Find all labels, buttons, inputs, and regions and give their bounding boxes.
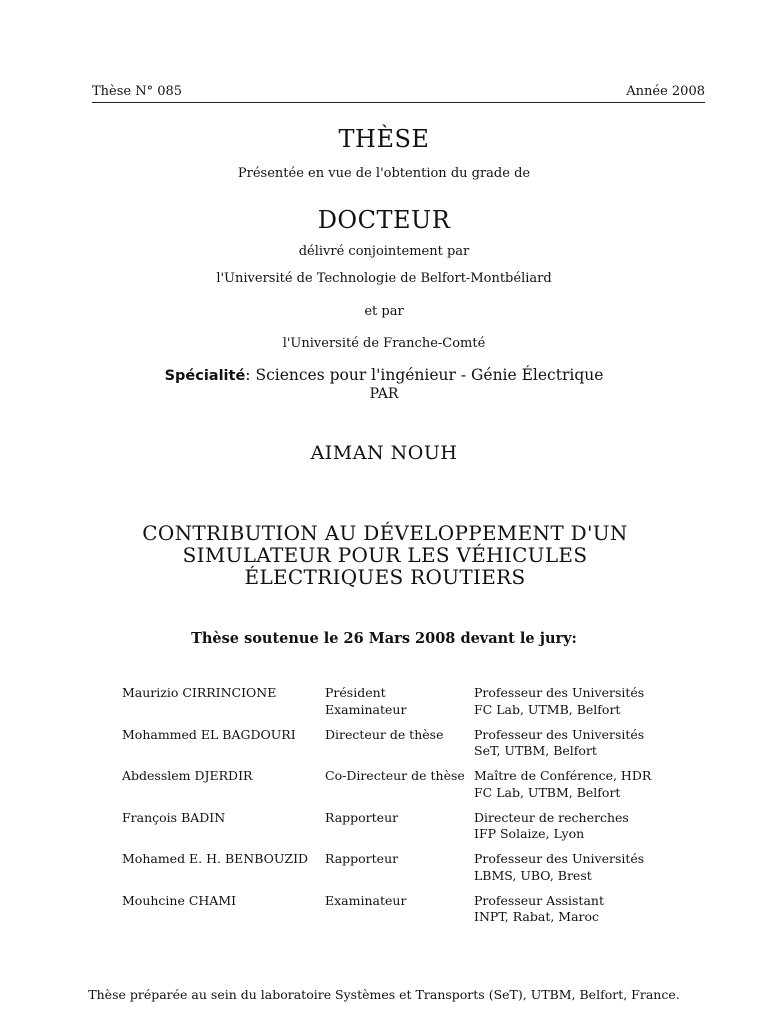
jury-member-name: Mouhcine CHAMI [122, 892, 237, 908]
jury-role-line-1: Examinateur [325, 892, 407, 908]
lab-footer: Thèse préparée au sein du laboratoire Systèmes et Transports (SeT), UTBM, Belfort, France. [88, 987, 680, 1002]
university-franche-comte: l'Université de Franche-Comté [282, 336, 486, 351]
jury-affil-line-2: FC Lab, UTMB, Belfort [474, 701, 621, 717]
thesis-title-line-2: SIMULATEUR POUR LES VÉHICULES [182, 543, 588, 567]
presented-for-text: Présentée en vue de l'obtention du grade de [237, 166, 531, 181]
jury-member-name: Abdesslem DJERDIR [122, 768, 253, 784]
jury-member-role [325, 685, 470, 718]
jury-member-affiliation [474, 810, 674, 843]
jury-role-line-1: Président [325, 685, 386, 700]
jury-member-role [325, 727, 470, 744]
specialty-label: Spécialité [164, 368, 246, 384]
thesis-title-line-3: ÉLECTRIQUES ROUTIERS [244, 565, 526, 589]
jury-role-line-1: Directeur de thèse [325, 726, 444, 742]
jury-affil-line-1: Maître de Conférence, HDR [474, 768, 652, 784]
by-text: PAR [369, 386, 399, 402]
thesis-title [90, 522, 680, 588]
degree-title: DOCTEUR [317, 206, 451, 234]
delivered-jointly-text: délivré conjointement par [298, 244, 470, 259]
jury-affil-line-1: Professeur Assistant [474, 892, 604, 908]
jury-member-affiliation [474, 851, 674, 884]
thesis-title-line-1: CONTRIBUTION AU DÉVELOPPEMENT D'UN [142, 521, 628, 545]
jury-affil-line-1: Professeur des Universités [474, 726, 645, 742]
jury-member-name: François BADIN [122, 809, 226, 825]
jury-member-role [325, 893, 470, 910]
jury-role-line-1: Co-Directeur de thèse [325, 768, 465, 784]
thesis-number: Thèse N° 085 [92, 84, 183, 99]
jury-member-role [325, 851, 470, 868]
defense-statement: Thèse soutenue le 26 Mars 2008 devant le jury: [191, 630, 577, 647]
jury-affil-line-2: INPT, Rabat, Maroc [474, 909, 600, 925]
jury-member-role [325, 810, 470, 827]
university-utbm: l'Université de Technologie de Belfort-Montbéliard [216, 271, 552, 286]
jury-role-line-2: Examinateur [325, 701, 407, 717]
thesis-year: Année 2008 [626, 84, 705, 99]
header-rule [92, 102, 705, 103]
jury-member-name: Maurizio CIRRINCIONE [122, 685, 277, 700]
specialty-value: : Sciences pour l'ingénieur - Génie Électrique [245, 366, 604, 384]
jury-affil-line-2: FC Lab, UTBM, Belfort [474, 784, 621, 800]
jury-affil-line-2: IFP Solaize, Lyon [474, 826, 585, 842]
jury-role-line-1: Rapporteur [325, 851, 399, 867]
jury-member-affiliation [474, 768, 674, 801]
jury-member-affiliation [474, 893, 674, 926]
specialty-line [0, 366, 768, 386]
jury-affil-line-2: LBMS, UBO, Brest [474, 867, 592, 883]
author-name: AIMAN NOUH [310, 442, 458, 464]
jury-member-role [325, 768, 470, 785]
jury-affil-line-2: SeT, UTBM, Belfort [474, 743, 597, 759]
jury-member-name: Mohamed E. H. BENBOUZID [122, 851, 309, 867]
jury-affil-line-1: Professeur des Universités [474, 685, 645, 700]
jury-affil-line-1: Professeur des Universités [474, 851, 645, 867]
and-by-text: et par [364, 304, 404, 319]
jury-role-line-1: Rapporteur [325, 809, 399, 825]
document-title: THÈSE [338, 125, 430, 153]
jury-member-affiliation [474, 727, 674, 760]
jury-member-name: Mohammed EL BAGDOURI [122, 726, 296, 742]
jury-affil-line-1: Directeur de recherches [474, 809, 629, 825]
jury-member-affiliation [474, 685, 674, 718]
page-header [92, 84, 705, 100]
